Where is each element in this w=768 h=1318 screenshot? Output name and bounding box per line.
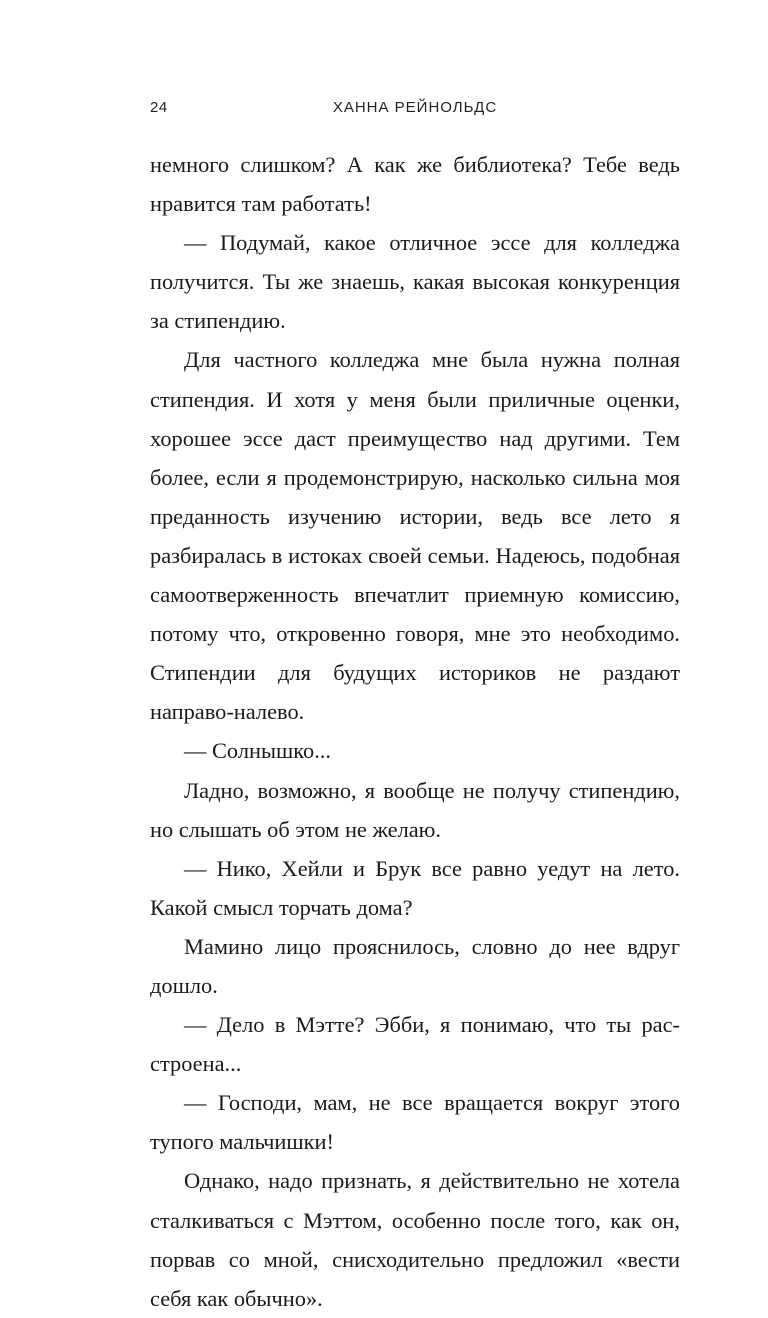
paragraph-7: Мамино лицо прояснилось, словно до нее вдруг дошло. bbox=[150, 933, 680, 998]
body-text bbox=[150, 145, 680, 1318]
paragraph-9: — Господи, мам, не все вращается вокруг этого тупого мальчишки! bbox=[150, 1090, 680, 1155]
paragraph-5: Ладно, возможно, я вообще не получу стипендию, но слышать об этом не желаю. bbox=[150, 777, 680, 842]
paragraph-2: — Подумай, какое отличное эссе для колледжа получится. Ты же знаешь, какая высокая конкуренция за стипендию. bbox=[150, 230, 680, 334]
page-header bbox=[150, 99, 680, 119]
paragraph-3: Для частного колледжа мне была нужна полная стипендия. И хотя у меня были приличные оценки, хорошее эссе даст преимущество над другими. Тем более, если я продемонстрирую, насколько сильна моя преданность изучению истории, ведь все лето я разбиралась в истоках своей семьи. Надеюсь, подобная самоотверженность впечатлит приемную комиссию, потому что, откровенно говоря, мне это необходимо. Стипендии для будущих историков не раздают направо-налево. bbox=[150, 347, 680, 725]
paragraph-1: немного слишком? А как же библиотека? Тебе ведь нравится там работать! bbox=[150, 152, 680, 217]
paragraph-4: — Солнышко... bbox=[184, 738, 331, 764]
page-number: 24 bbox=[150, 99, 168, 116]
running-title: ХАННА РЕЙНОЛЬДС bbox=[332, 99, 498, 116]
paragraph-8: — Дело в Мэтте? Эбби, я понимаю, что ты расстроена... bbox=[150, 1012, 680, 1077]
paragraph-6: — Нико, Хейли и Брук все равно уедут на лето. Какой смысл торчать дома? bbox=[150, 855, 680, 920]
paragraph-10: Однако, надо признать, я действительно не хотела сталкиваться с Мэттом, особенно после того, как он, порвав со мной, снисходительно предложил «вести себя как обычно». bbox=[150, 1168, 680, 1311]
